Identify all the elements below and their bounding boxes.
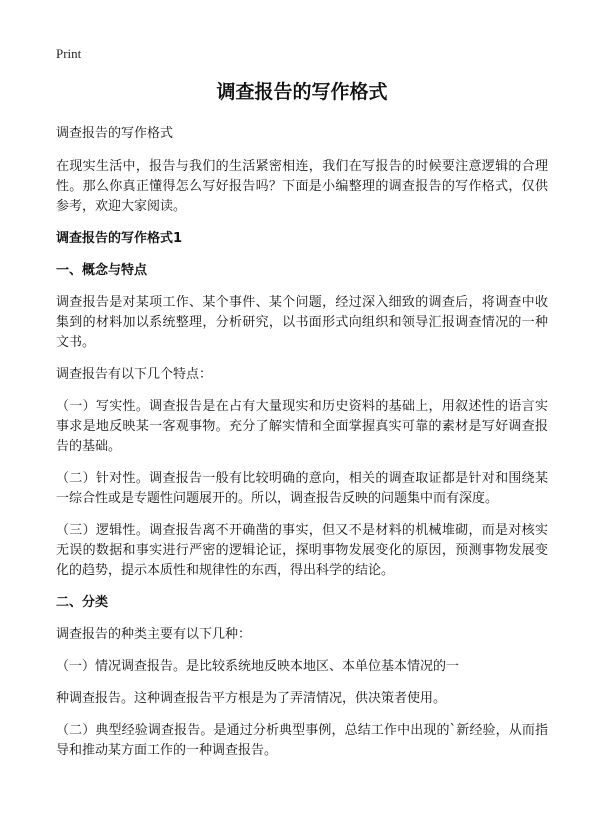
category-item: 种调查报告。这种调查报告平方根是为了弄清情况，供决策者使用。 <box>56 691 447 706</box>
document-body <box>56 78 548 773</box>
feature-item: （二）针对性。调查报告一般有比较明确的意向，相关的调查取证都是针对和围绕某一综合性或是专题性问题展开的。所以，调查报告反映的问题集中而有深度。 <box>56 471 548 506</box>
feature-item: （一）写实性。调查报告是在占有大量现实和历史资料的基础上，用叙述性的语言实事求是地反映某一客观事物。充分了解实情和全面掌握真实可靠的素材是写好调查报告的基础。 <box>56 399 548 454</box>
document-subtitle: 调查报告的写作格式 <box>56 126 174 141</box>
document-title: 调查报告的写作格式 <box>216 81 388 103</box>
print-link[interactable]: Print <box>56 46 82 61</box>
category-item: （二）典型经验调查报告。是通过分析典型事例，总结工作中出现的`新经验，从而指导和推动某方面工作的一种调查报告。 <box>56 723 548 758</box>
intro-paragraph: 在现实生活中，报告与我们的生活紧密相连，我们在写报告的时候要注意逻辑的合理性。那么你真正懂得怎么写好报告吗？下面是小编整理的调查报告的写作格式，仅供参考，欢迎大家阅读。 <box>56 159 548 214</box>
categories-intro: 调查报告的种类主要有以下几种： <box>56 627 252 642</box>
part2-heading: 二、分类 <box>56 595 109 610</box>
definition-paragraph: 调查报告是对某项工作、某个事件、某个问题，经过深入细致的调查后，将调查中收集到的材料加以系统整理，分析研究，以书面形式向组织和领导汇报调查情况的一种文书。 <box>56 295 548 350</box>
part1-heading: 一、概念与特点 <box>56 263 148 278</box>
feature-item: （三）逻辑性。调查报告离不开确凿的事实，但又不是材料的机械堆砌，而是对核实无误的数据和事实进行严密的逻辑论证，探明事物发展变化的原因，预测事物发展变化的趋势，提示本质性和规律性的东西，得出科学的结论。 <box>56 523 548 578</box>
category-item: （一）情况调查报告。是比较系统地反映本地区、本单位基本情况的一 <box>56 659 460 674</box>
features-intro: 调查报告有以下几个特点： <box>56 367 213 382</box>
section-heading: 调查报告的写作格式1 <box>56 231 183 246</box>
